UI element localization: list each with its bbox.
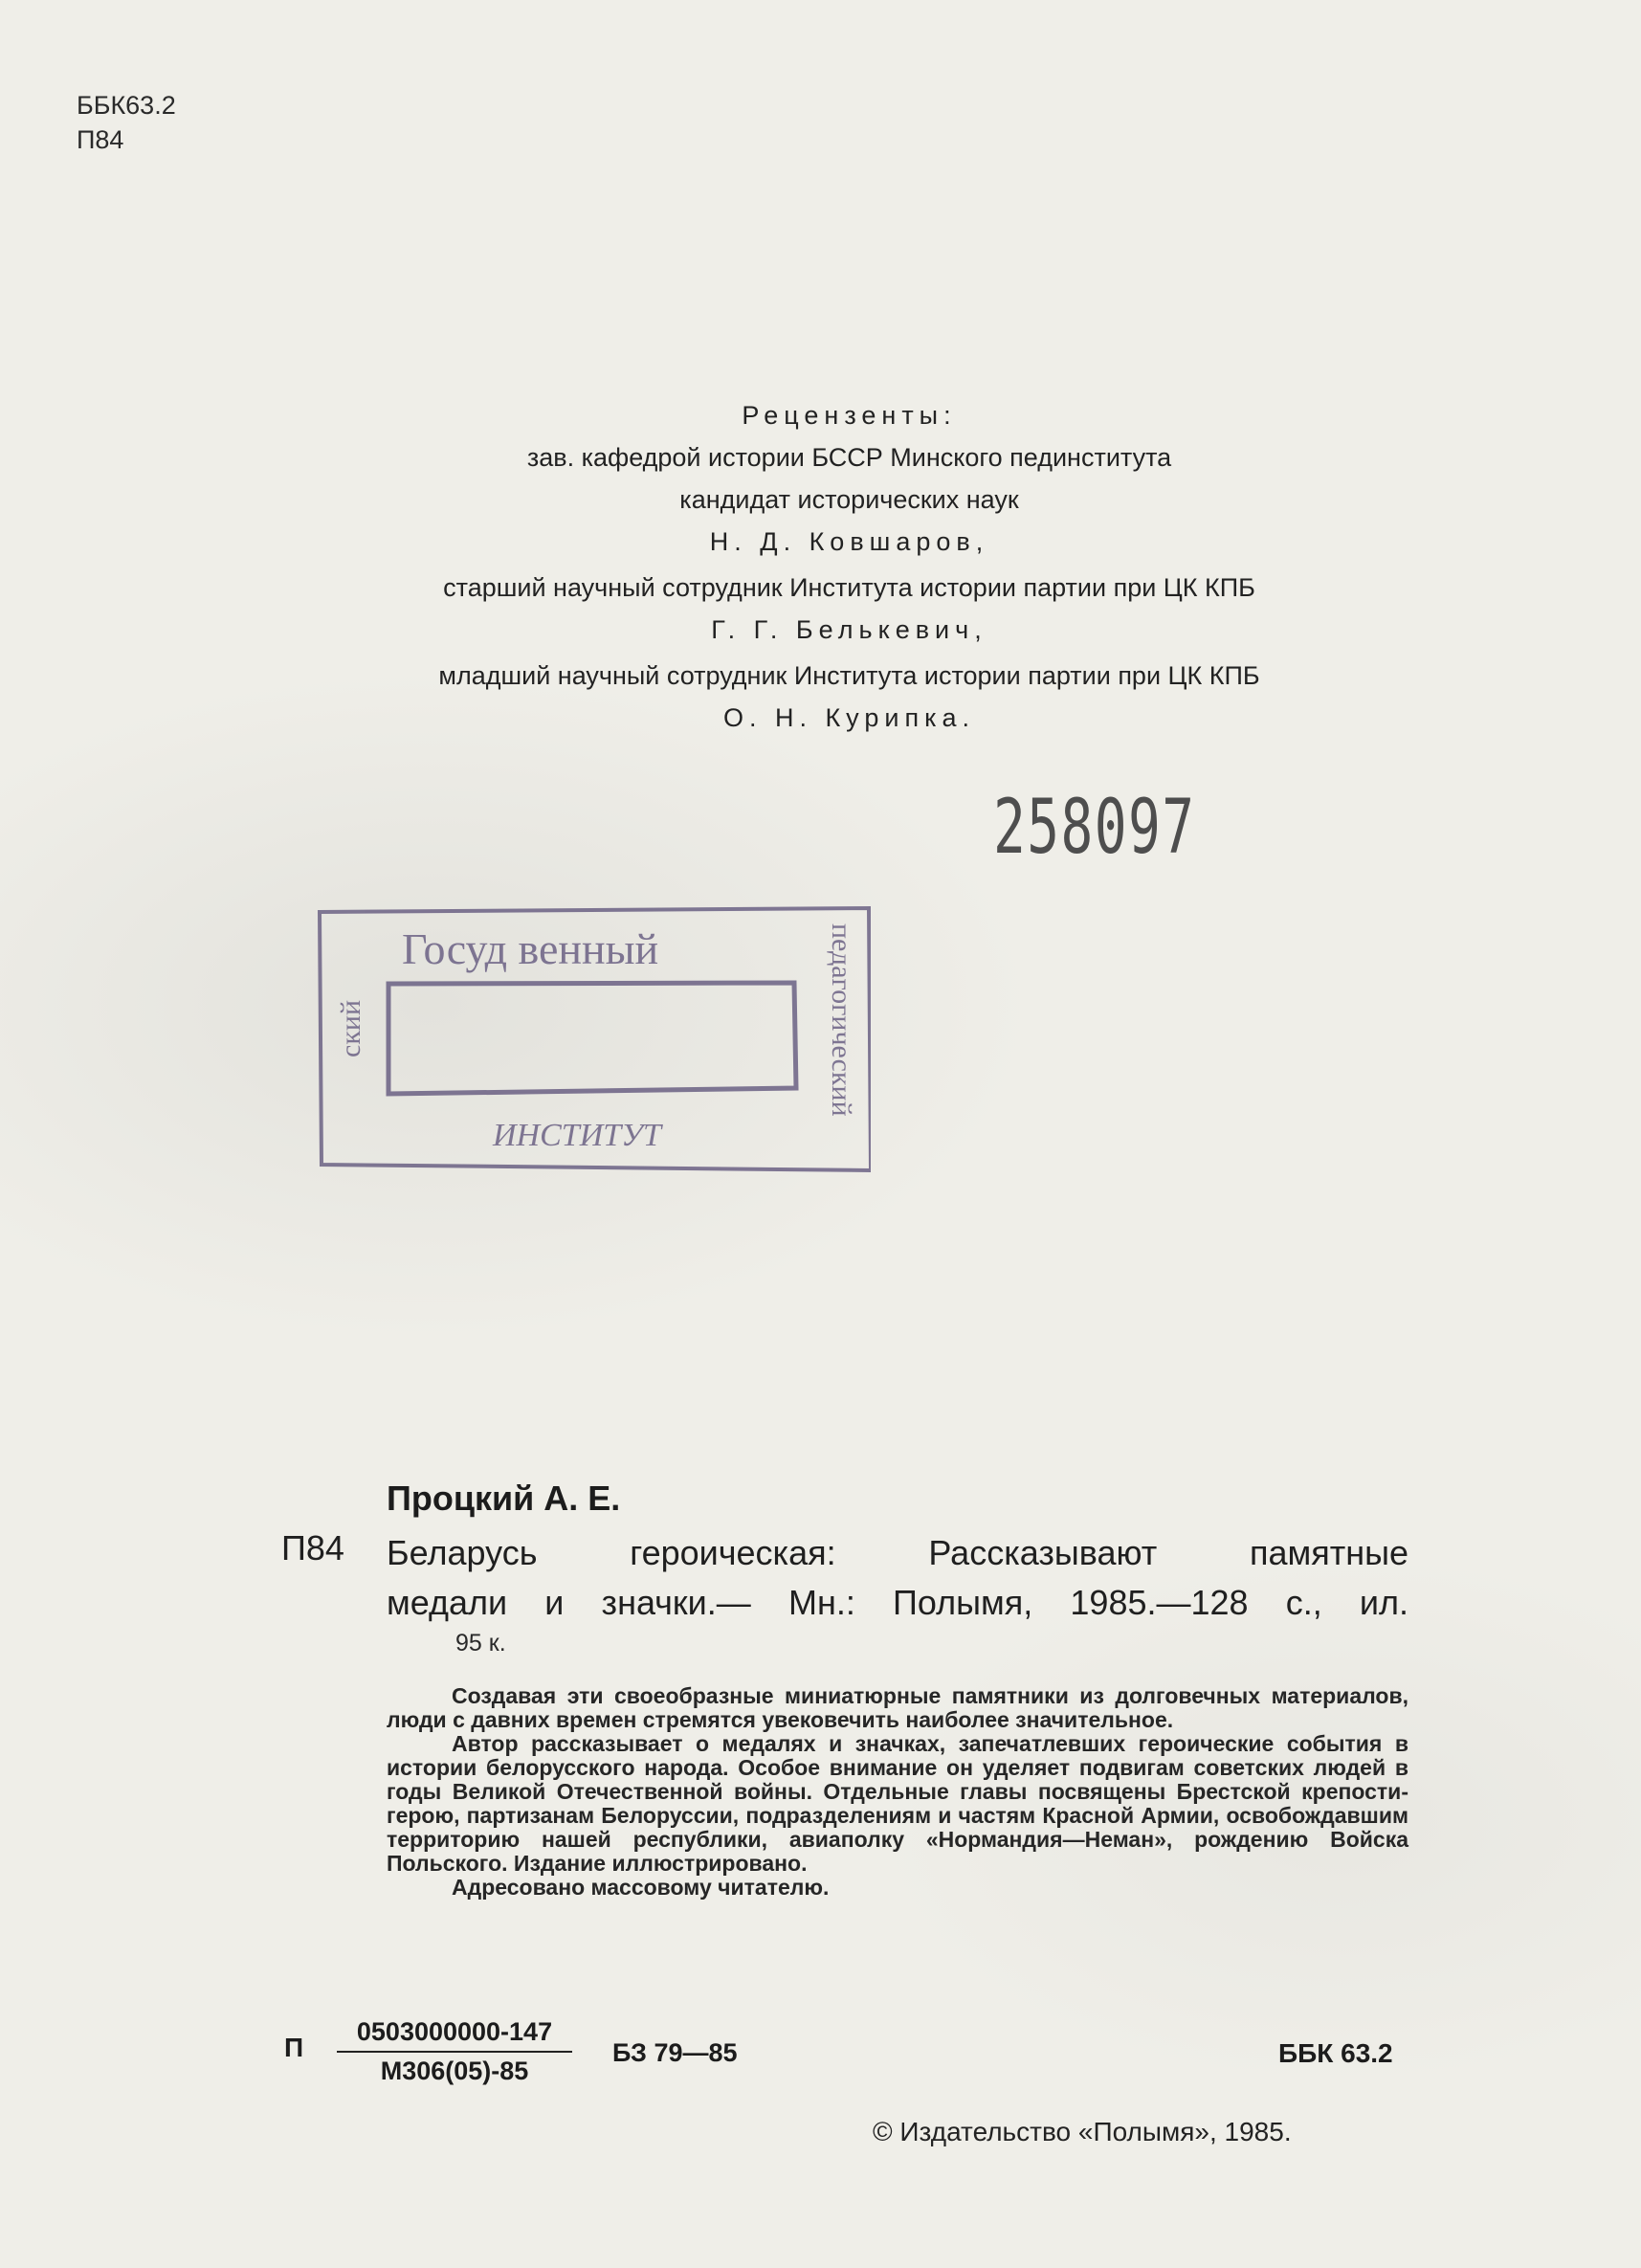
stamp-right-text: педагогический xyxy=(826,923,857,1117)
reviewers-section xyxy=(0,394,1641,739)
reviewer-2-position: старший научный сотрудник Института истории партии при ЦК КПБ xyxy=(443,573,1255,602)
reviewer-1-degree: кандидат исторических наук xyxy=(679,485,1019,514)
catalog-author: Процкий А. Е. xyxy=(387,1479,621,1518)
stamp-left-text: ский xyxy=(335,1000,366,1057)
publication-code-numerator: 0503000000-147 xyxy=(337,2017,572,2053)
catalog-title-line-1: Беларусь героическая: Рассказывают памятные xyxy=(387,1533,1408,1572)
bbk-code: ББК63.2 xyxy=(77,91,176,120)
copyright-line: © Издательство «Полымя», 1985. xyxy=(873,2117,1292,2146)
author-sign: П84 xyxy=(77,125,124,154)
inventory-number: 258097 xyxy=(993,785,1196,871)
catalog-annotation xyxy=(387,1684,1408,1900)
reviewer-2-name: Г. Г. Белькевич, xyxy=(711,615,987,644)
catalog-title-line-2: медали и значки.— Мн.: Полымя, 1985.—128 с., ил. xyxy=(387,1583,1408,1622)
annotation-paragraph-1: Создавая эти своеобразные миниатюрные памятники из долговечных материалов, люди с давних времен стремятся увековечить наиболее значительное. xyxy=(387,1683,1408,1732)
footer-letter: П xyxy=(284,2033,304,2062)
reviewer-3-name: О. Н. Курипка. xyxy=(722,703,976,732)
footer-bbk: ББК 63.2 xyxy=(1278,2038,1393,2068)
publication-code-denominator: М306(05)-85 xyxy=(380,2057,529,2085)
catalog-title xyxy=(387,1528,1408,1628)
stamp-bottom-text: ИНСТИТУТ xyxy=(493,1118,661,1153)
catalog-price: 95 к. xyxy=(455,1630,506,1657)
reviewer-1-position: зав. кафедрой истории БССР Минского пединститута xyxy=(526,443,1172,472)
stamp-inner-frame xyxy=(388,983,796,1094)
classification-codes xyxy=(77,88,176,157)
reviewer-3-position: младший научный сотрудник Института истории партии при ЦК КПБ xyxy=(438,661,1260,690)
reviewers-heading: Рецензенты: xyxy=(742,401,957,430)
catalog-index: П84 xyxy=(281,1528,344,1568)
stamp-top-text: Госуд венный xyxy=(402,924,659,973)
annotation-paragraph-2: Автор рассказывает о медалях и значках, запечатлевших героические события в истории белорусского народа. Особое внимание он уделяет подвигам советских людей в годы Великой Отечественной войны. Отдельные главы посвящены Брестской крепости-герою, партизанам Белоруссии, подразделениям и частям Красной Армии, освобождавшим территорию нашей республики, авиаполку «Нормандия—Неман», рождению Войска Польского. Издание иллюстрировано. xyxy=(387,1731,1408,1876)
publication-code xyxy=(337,2017,572,2086)
bz-code: БЗ 79—85 xyxy=(612,2038,738,2067)
library-stamp xyxy=(316,904,871,1174)
reviewer-1-name: Н. Д. Ковшаров, xyxy=(709,527,989,556)
stamp-graphic xyxy=(316,904,871,1174)
annotation-paragraph-3: Адресовано массовому читателю. xyxy=(452,1875,830,1900)
